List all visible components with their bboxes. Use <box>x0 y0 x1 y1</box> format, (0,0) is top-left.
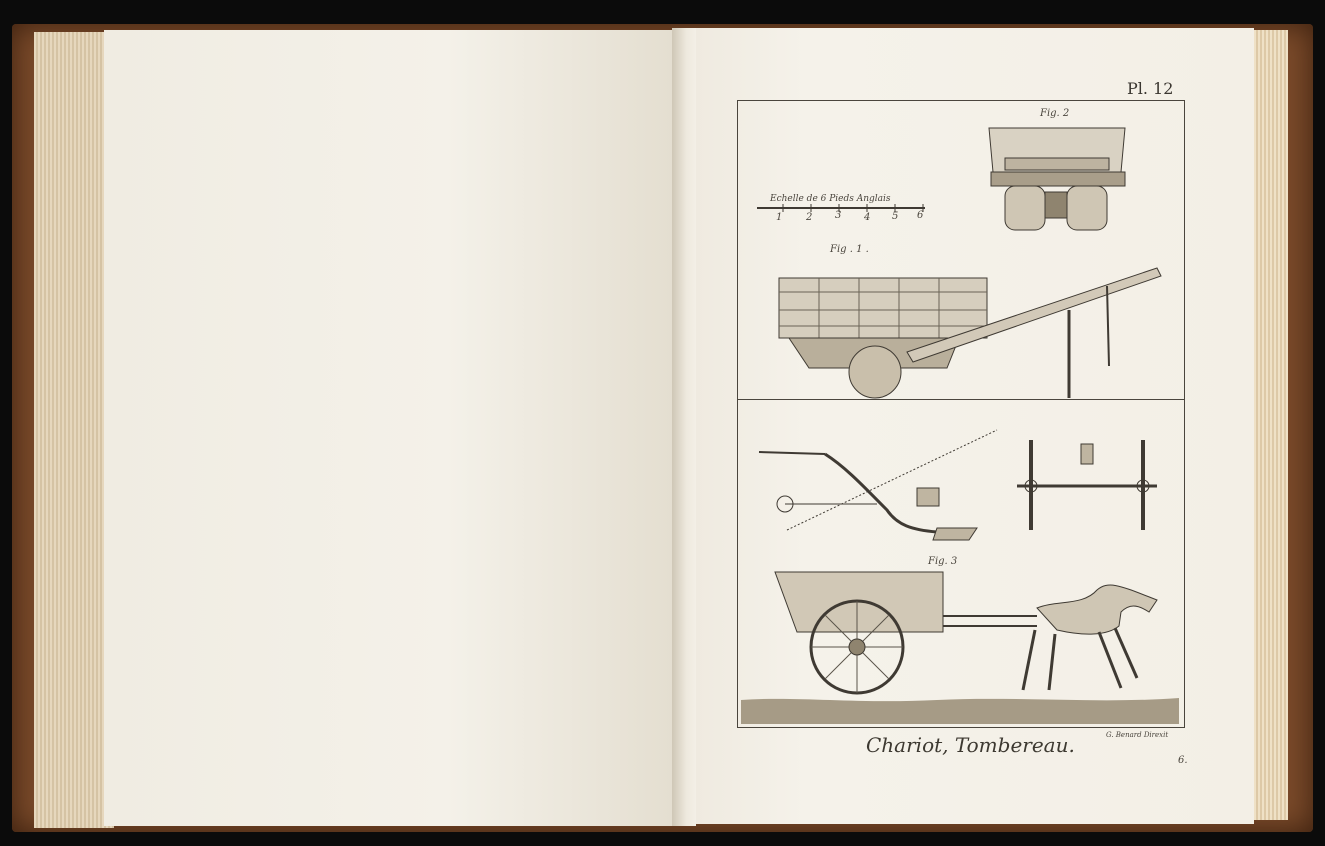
engraver-signature: G. Benard Direxit <box>1106 731 1169 739</box>
fig2-cart-front <box>989 128 1125 230</box>
plate-number: Pl. 12 <box>1127 79 1174 98</box>
fig1-label: Fig . 1 . <box>830 244 869 255</box>
detail-lever-parts <box>759 430 997 540</box>
book-gutter <box>672 28 696 826</box>
fig3-label: Fig. 3 <box>928 556 958 567</box>
fig3-horse-cart <box>775 572 1157 693</box>
scale-number: 1 <box>776 212 783 223</box>
scale-number: 4 <box>864 212 871 223</box>
scale-number: 5 <box>892 211 899 222</box>
scale-label: Echelle de 6 Pieds Anglais <box>770 194 891 204</box>
page-edges-left <box>34 32 114 828</box>
scale-number: 2 <box>806 212 813 223</box>
blank-left-page <box>104 30 676 826</box>
detail-axle <box>1017 440 1157 530</box>
page-edges-right <box>1252 30 1288 820</box>
scale-number: 3 <box>835 210 842 221</box>
scale-number: 6 <box>917 210 924 221</box>
fig2-label: Fig. 2 <box>1040 108 1070 119</box>
fig1-cart-side <box>779 268 1161 398</box>
folio-number: 6. <box>1178 755 1188 766</box>
plate-caption: Chariot, Tombereau. <box>866 733 1075 757</box>
